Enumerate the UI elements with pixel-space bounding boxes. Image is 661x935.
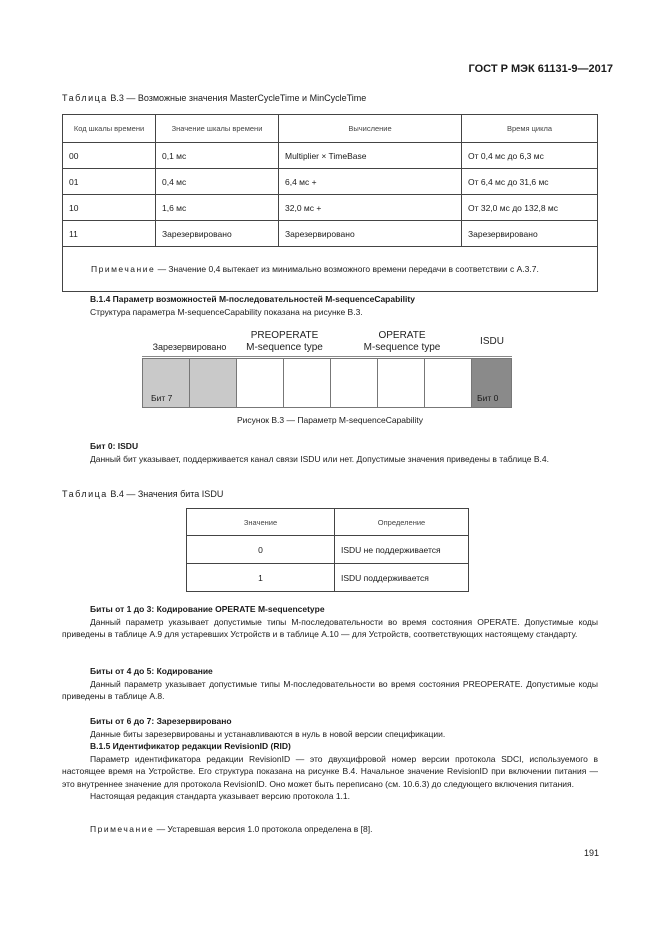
table-header-cell: Время цикла: [462, 115, 598, 143]
bits45-section: [62, 665, 598, 703]
label-operate-line1: OPERATE: [378, 330, 426, 341]
table-cell: 10: [63, 195, 156, 221]
paragraph: Структура параметра M-sequenceCapability показана на рисунке B.3.: [90, 306, 363, 317]
bit0-section: [62, 440, 598, 465]
table-header-row: [187, 509, 469, 536]
table-note-row: [63, 247, 598, 292]
bit-7-label: Бит 7: [151, 393, 173, 403]
table-cell: 00: [63, 143, 156, 169]
section-heading: B.1.4 Параметр возможностей M-последовательностей M-sequenceCapability: [90, 294, 415, 304]
table-row: [63, 169, 598, 195]
table-cell: Зарезервировано: [462, 221, 598, 247]
table-cell: 0,4 мс: [156, 169, 279, 195]
table-b4-caption-prefix: Таблица: [62, 489, 108, 499]
table-cell: От 0,4 мс до 6,3 мс: [462, 143, 598, 169]
bits67-section: [62, 715, 598, 803]
table-cell: 32,0 мс +: [279, 195, 462, 221]
table-header-cell: Вычисление: [279, 115, 462, 143]
section-heading: Биты от 6 до 7: Зарезервировано: [90, 716, 232, 726]
label-reserved: Зарезервировано: [152, 342, 227, 352]
table-header-cell: Значение: [187, 509, 335, 536]
table-header-cell: Значение шкалы времени: [156, 115, 279, 143]
bit-6-cell: [189, 358, 237, 408]
table-b4-caption-rest: B.4 — Значения бита ISDU: [110, 489, 224, 499]
table-cell: 01: [63, 169, 156, 195]
note-text: — Значение 0,4 вытекает из минимально возможного времени передачи в соответствии с A.3.7.: [155, 264, 539, 274]
table-note: [63, 247, 598, 292]
table-header-cell: Код шкалы времени: [63, 115, 156, 143]
note-prefix: Примечание: [91, 264, 156, 274]
table-cell: ISDU не поддерживается: [335, 536, 469, 564]
bit-2-cell: [377, 358, 425, 408]
table-row: [187, 564, 469, 592]
bits13-section: [62, 603, 598, 641]
table-header-row: [63, 115, 598, 143]
table-row: [187, 536, 469, 564]
section-b14: [62, 293, 598, 318]
section-heading: Бит 0: ISDU: [90, 441, 139, 451]
bit-0-cell: [471, 358, 512, 408]
bit-0-label: Бит 0: [477, 393, 499, 403]
table-row: [63, 143, 598, 169]
label-isdu: ISDU: [480, 336, 504, 347]
table-cell: Зарезервировано: [279, 221, 462, 247]
standard-header: ГОСТ Р МЭК 61131-9—2017: [468, 63, 613, 75]
section-b15-note: [90, 824, 373, 834]
paragraph: Данный параметр указывает допустимые типы M-последовательности во время состояния PREOPERATE. Допустимые коды приведены в таблице A.8.: [62, 678, 598, 701]
paragraph: Данный параметр указывает допустимые типы M-последовательности во время состояния OPERATE. Допустимые коды приведены в таблице A.9 для устаревших Устройств и в таблице A.10 — для Устройств, соответствующих настоящему стандарту.: [62, 616, 598, 639]
table-cell: 0: [187, 536, 335, 564]
bit-3-cell: [330, 358, 378, 408]
figure-b3: [142, 330, 512, 408]
table-row: [63, 195, 598, 221]
table-b3: [62, 114, 598, 292]
page-number: 191: [583, 848, 599, 858]
figure-top-line: [142, 356, 512, 357]
table-b3-caption-rest: B.3 — Возможные значения MasterCycleTime и MinCycleTime: [110, 93, 367, 103]
table-b4: [186, 508, 469, 592]
table-cell: Multiplier × TimeBase: [279, 143, 462, 169]
section-heading: B.1.5 Идентификатор редакции RevisionID (RID): [90, 741, 291, 751]
table-header-cell: Определение: [335, 509, 469, 536]
figure-b3-caption: Рисунок B.3 — Параметр M-sequenceCapability: [236, 415, 424, 425]
table-cell: ISDU поддерживается: [335, 564, 469, 592]
note-prefix: Примечание: [90, 824, 155, 834]
bit-5-cell: [236, 358, 284, 408]
table-cell: 6,4 мс +: [279, 169, 462, 195]
table-b3-caption: [62, 93, 366, 103]
table-cell: 11: [63, 221, 156, 247]
table-b4-caption: [62, 489, 223, 499]
table-row: [63, 221, 598, 247]
bit-4-cell: [283, 358, 331, 408]
section-heading: Биты от 1 до 3: Кодирование OPERATE M-sequencetype: [90, 604, 325, 614]
paragraph: Параметр идентификатора редакции RevisionID — это двухцифровой номер версии протокола SDCI, используемого в настоящее время на Устройстве. Его структура показана на рисунке B.4. Начальное значение RevisionID при включении питания — это внутреннее значение для протокола RevisionID. Оно может быть переписано (см. 10.6.3) до следующего включения питания.: [62, 753, 598, 789]
table-cell: От 6,4 мс до 31,6 мс: [462, 169, 598, 195]
label-operate-line2: M-sequence type: [363, 342, 441, 353]
table-cell: Зарезервировано: [156, 221, 279, 247]
bit-1-cell: [424, 358, 472, 408]
table-b3-caption-prefix: Таблица: [62, 93, 108, 103]
note-text: — Устаревшая версия 1.0 протокола определена в [8].: [154, 824, 373, 834]
bit-7-cell: [142, 358, 190, 408]
paragraph: Данный бит указывает, поддерживается канал связи ISDU или нет. Допустимые значения приведены в таблице B.4.: [90, 453, 549, 464]
table-cell: 1: [187, 564, 335, 592]
table-cell: От 32,0 мс до 132,8 мс: [462, 195, 598, 221]
section-heading: Биты от 4 до 5: Кодирование: [90, 666, 213, 676]
paragraph: Данные биты зарезервированы и устанавливаются в нуль в новой версии спецификации.: [90, 728, 446, 739]
paragraph: Настоящая редакция стандарта указывает версию протокола 1.1.: [90, 791, 350, 801]
table-cell: 0,1 мс: [156, 143, 279, 169]
table-cell: 1,6 мс: [156, 195, 279, 221]
label-preoperate-line1: PREOPERATE: [250, 330, 319, 341]
label-preoperate-line2: M-sequence type: [246, 342, 323, 353]
